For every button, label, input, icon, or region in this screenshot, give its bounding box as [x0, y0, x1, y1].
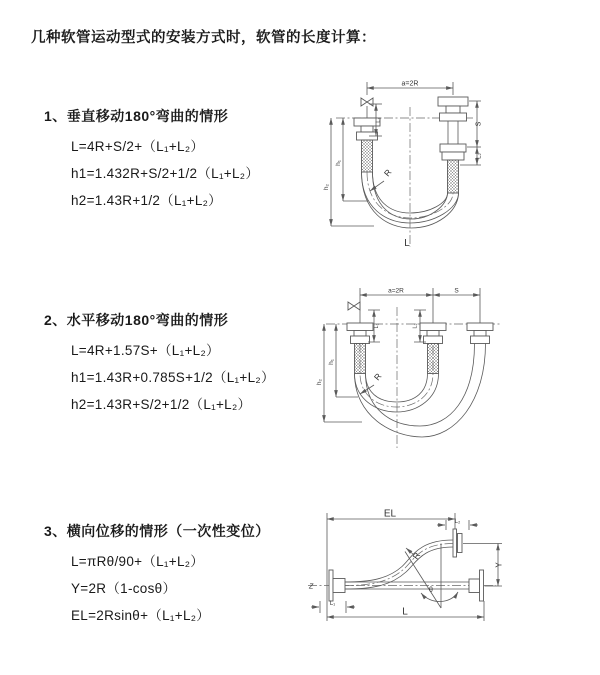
section-1-formulas — [71, 133, 259, 214]
radius-callout — [370, 167, 393, 191]
dim-label-s: S — [454, 287, 459, 295]
formula-3-Y: Y=2R（1-cosθ） — [71, 581, 177, 596]
axis-mark-label: Z — [309, 583, 314, 591]
lower-right-flange — [469, 570, 484, 601]
formula-2-L: L=4R+1.57S+（L₁+L₂） — [71, 343, 220, 358]
diagram-horizontal-180-bend — [310, 280, 600, 460]
length-label: L — [404, 238, 410, 249]
formula-1-h2: h2=1.43R+1/2（L₁+L₂） — [71, 193, 222, 208]
left-flange — [329, 570, 345, 601]
formula-1-L: L=4R+S/2+（L₁+L₂） — [71, 139, 205, 154]
dim-label-h2: h₂ — [323, 183, 330, 191]
formula-1-h1: h1=1.432R+S/2+1/2（L₁+L₂） — [71, 166, 260, 181]
section-3 — [44, 521, 270, 629]
dimension-l2 — [437, 519, 478, 530]
formula-3-L: L=πRθ/90+（L₁+L₂） — [71, 554, 205, 569]
dimension-l — [327, 601, 484, 621]
radius-callout — [360, 371, 383, 394]
hose-u-curves — [355, 344, 486, 438]
radius-label: R — [371, 371, 384, 383]
dim-label-h2: h₂ — [316, 378, 323, 386]
dim-label-y: Y — [494, 562, 504, 568]
dimension-h1 — [328, 324, 358, 397]
page-title: 几种软管运动型式的安装方式时，软管的长度计算： — [31, 30, 376, 46]
dim-label-l: L — [402, 606, 408, 618]
section-1 — [44, 106, 259, 214]
formula-2-h1: h1=1.43R+0.785S+1/2（L₁+L₂） — [71, 370, 275, 385]
dimension-a2r — [367, 81, 453, 96]
dim-label-l1: L₁ — [376, 117, 382, 123]
dim-label-h1: h₁ — [335, 160, 342, 166]
section-2-formulas — [71, 337, 275, 418]
dim-label-a2r: a=2R — [388, 287, 404, 295]
section-3-formulas — [71, 548, 270, 629]
formula-3-EL: EL=2Rsinθ+（L₁+L₂） — [71, 608, 211, 623]
diagram-lateral-displacement — [300, 500, 600, 640]
section-1-heading: 1、垂直移动180°弯曲的情形 — [44, 108, 229, 124]
radius-label: R — [410, 550, 423, 562]
right-fitting-upper — [438, 97, 468, 144]
radius-label: R — [381, 167, 394, 179]
dim-label-h1: h₁ — [328, 359, 335, 365]
section-2 — [44, 310, 275, 418]
right-fitting-lower — [440, 144, 466, 193]
valve-icon — [348, 302, 360, 310]
theta-label: θ — [429, 587, 433, 594]
dim-label-el: EL — [383, 508, 397, 520]
right-fitting-moved — [467, 323, 493, 344]
section-3-heading: 3、横向位移的情形（一次性变位） — [44, 523, 270, 539]
dim-label-l2: L₂ — [454, 519, 461, 525]
dim-label-l2: L₂ — [476, 153, 483, 159]
diagram-vertical-180-bend — [310, 75, 600, 260]
dim-label-l1: L₁ — [374, 323, 380, 329]
formula-2-h2: h2=1.43R+S/2+1/2（L₁+L₂） — [71, 397, 252, 412]
valve-icon — [361, 98, 373, 118]
dim-label-s: S — [475, 121, 483, 127]
dimension-l1 — [311, 601, 355, 613]
dim-label-l2: L₂ — [412, 323, 419, 329]
dim-label-a2r: a=2R — [401, 80, 419, 88]
section-2-heading: 2、水平移动180°弯曲的情形 — [44, 312, 229, 328]
dim-label-l1: L₁ — [329, 601, 336, 607]
upper-flange-moved — [453, 529, 462, 557]
